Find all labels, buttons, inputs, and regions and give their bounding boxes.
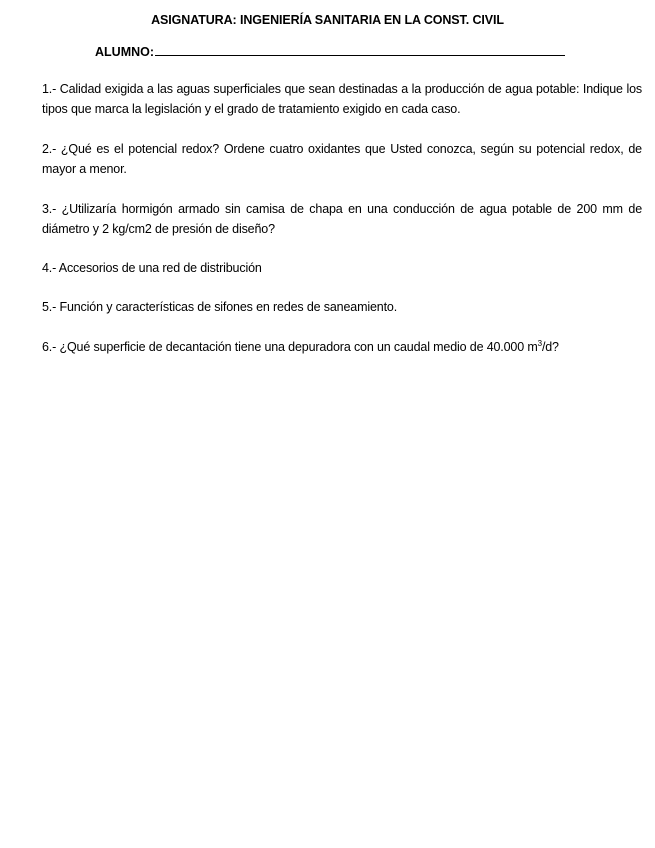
question-4: 4.- Accesorios de una red de distribución xyxy=(42,261,262,275)
question-5: 5.- Función y características de sifones en redes de saneamiento. xyxy=(42,300,398,314)
question-6 xyxy=(42,337,642,357)
student-label: ALUMNO: xyxy=(95,45,155,59)
cubic-superscript: 3 xyxy=(537,339,542,348)
question-3: 3.- ¿Utilizaría hormigón armado sin camisa de chapa en una conducción de agua potable de 200 mm de diámetro y 2 kg/cm2 de presión de diseño? xyxy=(42,202,642,236)
question-6-unit: /d? xyxy=(541,340,559,354)
student-name-blank xyxy=(155,44,565,56)
question-6-text: 6.- ¿Qué superficie de decantación tiene una depuradora con un caudal medio de 40.000 m xyxy=(42,340,538,354)
question-1: 1.- Calidad exigida a las aguas superficiales que sean destinadas a la producción de agua potable: Indique los tipos que marca la legislación y el grado de tratamiento exigido en cada caso. xyxy=(42,82,642,116)
page-title: ASIGNATURA: INGENIERÍA SANITARIA EN LA CONST. CIVIL xyxy=(151,13,504,27)
student-name-line xyxy=(95,44,565,59)
question-2: 2.- ¿Qué es el potencial redox? Ordene cuatro oxidantes que Usted conozca, según su potencial redox, de mayor a menor. xyxy=(42,142,642,176)
